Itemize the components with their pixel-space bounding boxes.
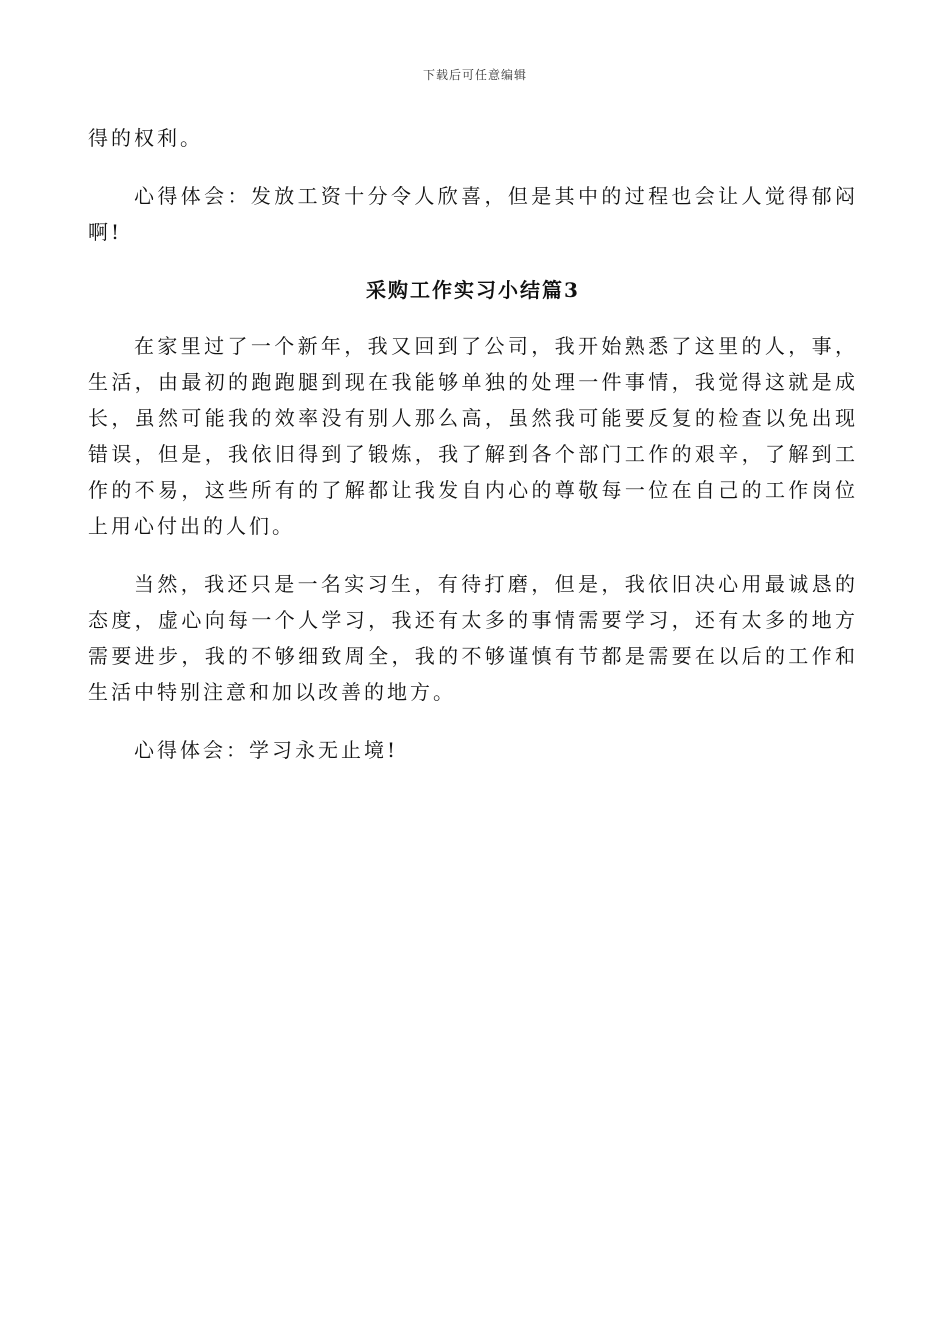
paragraph-continuation: 得的权利。 (88, 126, 203, 150)
paragraph-body-2: 当然，我还只是一名实习生，有待打磨，但是，我依旧决心用最诚恳的态度，虚心向每一个人学习，我还有太多的事情需要学习，还有太多的地方需要进步，我的不够细致周全，我的不够谨慎有节都是需要在以后的工作和生活中特别注意和加以改善的地方。 (88, 572, 858, 704)
paragraph-reflection-2: 心得体会：学习永无止境! (134, 738, 399, 762)
paragraph-body-1: 在家里过了一个新年，我又回到了公司，我开始熟悉了这里的人，事，生活，由最初的跑跑腿到现在我能够单独的处理一件事情，我觉得这就是成长，虽然可能我的效率没有别人那么高，虽然我可能要反复的检查以免出现错误，但是，我依旧得到了锻炼，我了解到各个部门工作的艰辛，了解到工作的不易，这些所有的了解都让我发自内心的尊敬每一位在自己的工作岗位上用心付出的人们。 (88, 334, 858, 538)
paragraph-reflection-1: 心得体会：发放工资十分令人欣喜，但是其中的过程也会让人觉得郁闷啊! (88, 184, 858, 244)
page-header: 下载后可任意编辑 (422, 68, 527, 82)
document-body (88, 120, 858, 768)
section-title: 采购工作实习小结篇3 (366, 278, 580, 302)
